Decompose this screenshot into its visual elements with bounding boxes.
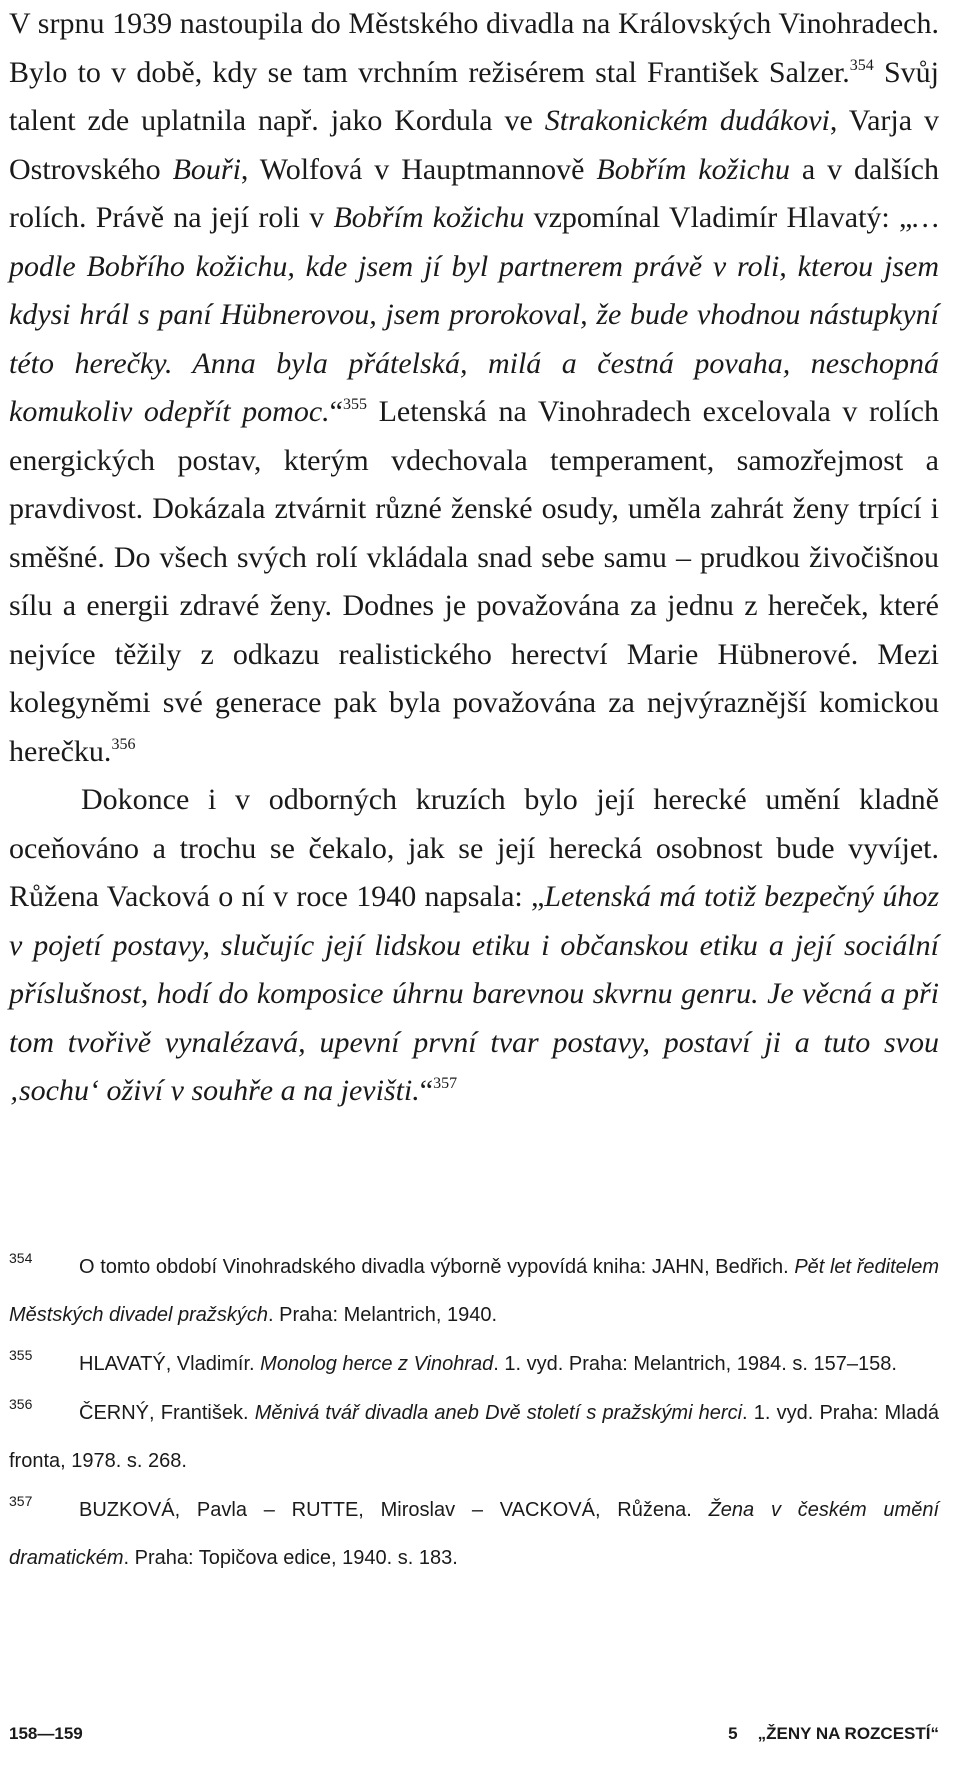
italic-title: Bobřím kožichu [333, 201, 525, 234]
italic-title: Bouři [172, 152, 241, 186]
text-run: , Varja v Ostrovského [9, 104, 939, 186]
text-run: Svůj talent zde uplatnila např. jako Kordula ve [9, 55, 939, 137]
italic-title: Bobřím kožichu [596, 152, 790, 186]
footnote-ref-356: 356 [111, 735, 136, 753]
footnote-text: ČERNÝ, František. [79, 1402, 255, 1424]
page-numbers: 158—159 [9, 1724, 83, 1743]
footnote-title: Měnivá tvář divadla aneb Dvě století s pražskými herci [254, 1402, 743, 1424]
footnote-ref-354: 354 [849, 56, 874, 74]
running-header [728, 1724, 939, 1744]
footnote-title: Monolog herce z Vinohrad [260, 1353, 494, 1375]
footnote-text: . Praha: Melantrich, 1940. [267, 1304, 497, 1326]
text-run: Letenská na Vinohradech excelovala v rolích energických postav, kterým vdechovala temperament, samozřejmost a pravdivost. Dokázala ztvárnit různé ženské osudy, uměla zahrát ženy trpící i směšné. Do všech svých rolí vkládala snad sebe samu – prudkou živočišnou sílu a energii zdravé ženy. Dodnes je považována za jednu z hereček, které nejvíce těžily z odkazu realistického herectví Marie Hübnerové. Mezi kolegyněmi své generace pak byla považována za nejvýraznější komickou herečku. [9, 395, 940, 768]
footnote-354: 354 O tomto období Vinohradského divadla výborně vypovídá kniha: JAHN, Bedřich. Pět let ředitelem Městských divadel pražských. Praha: Melantrich, 1940. [9, 1250, 940, 1326]
text-run: a v dalších rolích. Právě na její roli v [9, 152, 939, 234]
text-run: Dokonce i v odborných kruzích bylo její herecké umění kladně oceňováno a trochu se čekalo, jak se její herecká osobnost bude vyvíjet. Růžena Vacková o ní v roce 1940 napsala: „ [9, 783, 939, 913]
footnote-356: 356 ČERNÝ, František. Měnivá tvář divadla aneb Dvě století s pražskými herci. 1. vyd. Praha: Mladá fronta, 1978. s. 268. [9, 1396, 940, 1472]
paragraph-2 [9, 776, 939, 1116]
footnote-355: 355 HLAVATÝ, Vladimír. Monolog herce z Vinohrad. 1. vyd. Praha: Melantrich, 1984. s. 157–158. [9, 1347, 897, 1375]
footnote-text: . 1. vyd. Praha: Mladá fronta, 1978. s. 268. [9, 1402, 940, 1472]
footnote-text: . Praha: Topičova edice, 1940. s. 183. [123, 1547, 458, 1569]
closing-quote: “ [419, 1074, 434, 1107]
italic-title: Strakonickém dudákovi [544, 104, 830, 137]
page-footer [9, 1724, 939, 1754]
closing-quote: “ [329, 395, 343, 428]
chapter-number: 5 [728, 1724, 738, 1743]
footnote-text: O tomto období Vinohradského divadla výborně vypovídá kniha: JAHN, Bedřich. [79, 1256, 795, 1278]
footnote-ref-357: 357 [433, 1075, 458, 1092]
italic-quote: … podle Bobřího kožichu, kde jsem jí byl partnerem právě v roli, kterou jsem kdysi hrál s paní Hübnerovou, jsem prorokoval, že bude vhodnou nástupkyní této herečky. Anna byla přátelská, milá a čestná povaha, neschopná komukoliv odepřít pomoc. [9, 201, 939, 428]
footnotes [9, 1243, 939, 1583]
text-run: , Wolfová v Hauptmannově [240, 152, 597, 186]
footnote-text: . 1. vyd. Praha: Melantrich, 1984. s. 157–158. [493, 1353, 897, 1375]
text-run: V srpnu 1939 nastoupila do Městského divadla na Královských Vinohradech. Bylo to v době, kdy se tam vrchním režisérem stal František Salzer. [9, 7, 939, 89]
chapter-title: „ŽENY NA ROZCESTÍ“ [757, 1724, 939, 1743]
italic-quote: Letenská má totiž bezpečný úhoz v pojetí postavy, slučujíc její lidskou etiku i občanskou etiku a její sociální příslušnost, hodí do komposice úhrnu barevnou skvrnu genru. Je věcná a při tom tvořivě vynalézavá, upevní první tvar postavy, postaví ji a tuto svou ‚sochu‘ oživí v souhře a na jevišti. [9, 880, 939, 1107]
footnote-text: HLAVATÝ, Vladimír. [79, 1353, 261, 1375]
paragraph-1 [9, 0, 939, 776]
footnote-357: 357 BUZKOVÁ, Pavla – RUTTE, Miroslav – VACKOVÁ, Růžena. Žena v českém umění dramatickém. Praha: Topičova edice, 1940. s. 183. [9, 1493, 940, 1569]
text-run: vzpomínal Vladimír Hlavatý: „ [524, 201, 913, 234]
footnote-text: BUZKOVÁ, Pavla – RUTTE, Miroslav – VACKOVÁ, Růžena. [79, 1499, 709, 1521]
footnote-title: Žena v českém umění dramatickém [9, 1499, 940, 1569]
footnote-title: Pět let ředitelem Městských divadel pražských [9, 1256, 940, 1326]
footnote-ref-355: 355 [342, 396, 367, 413]
main-text [9, 0, 939, 1116]
